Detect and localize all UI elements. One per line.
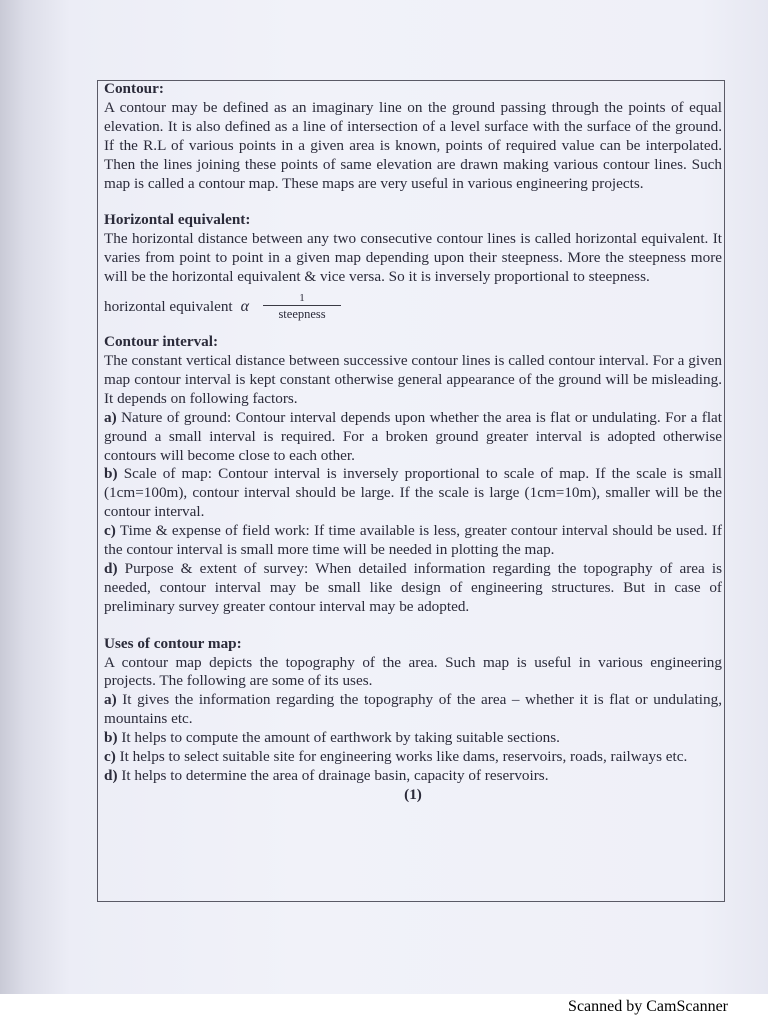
list-item-label: b) bbox=[104, 729, 118, 747]
list-item-text: It helps to determine the area of drainage basin, capacity of reservoirs. bbox=[121, 767, 549, 784]
section-heading: Contour: bbox=[104, 80, 164, 97]
section-heading: Contour interval: bbox=[104, 333, 219, 351]
list-item bbox=[104, 560, 722, 617]
list-item-text: Nature of ground: Contour interval depends upon whether the area is flat or undulating. For a flat ground a small interval is required. For a broken ground greater interval is adopted otherwise contours will become close to each other. bbox=[104, 408, 723, 464]
list-item-label: a) bbox=[104, 691, 117, 709]
list-item bbox=[104, 465, 722, 522]
list-item bbox=[104, 748, 722, 767]
formula-lhs: horizontal equivalent bbox=[104, 297, 233, 315]
document-content bbox=[104, 80, 722, 805]
formula-numerator: 1 bbox=[299, 292, 305, 305]
list-item-text: It gives the information regarding the topography of the area – whether it is flat or undulating, mountains etc. bbox=[104, 691, 723, 728]
formula-fraction bbox=[263, 292, 341, 322]
list-item-text: It helps to select suitable site for engineering works like dams, reservoirs, roads, railways etc. bbox=[119, 748, 688, 766]
list-item-label: c) bbox=[104, 748, 116, 766]
list-item-label: a) bbox=[104, 408, 117, 426]
list-item-text: Purpose & extent of survey: When detailed information regarding the topography of area is needed, contour interval may be small like design of engineering structures. But in case of preliminary survey greater contour interval may be adopted. bbox=[104, 559, 722, 615]
list-item bbox=[104, 522, 722, 560]
proportional-symbol: α bbox=[240, 297, 250, 315]
list-item-text: Time & expense of field work: If time available is less, greater contour interval should be used. If the contour interval is small more time will be needed in plotting the map. bbox=[104, 522, 722, 559]
list-item-label: b) bbox=[104, 465, 118, 483]
page-number: (1) bbox=[404, 785, 422, 803]
section-body: The horizontal distance between any two consecutive contour lines is called horizontal equivalent. It varies from point to point in a given map depending upon their steepness. More the steepness more will be the horizontal equivalent & vice versa. So it is inversely proportional to steepness. bbox=[104, 230, 722, 286]
section-horizontal-equivalent bbox=[104, 211, 722, 325]
section-body: The constant vertical distance between successive contour lines is called contour interval. For a given map contour interval is kept constant otherwise general appearance of the ground will be misleading. It depends on following factors. bbox=[104, 351, 722, 407]
list-item bbox=[104, 767, 722, 786]
formula-denominator: steepness bbox=[278, 307, 326, 322]
list-item bbox=[104, 409, 722, 466]
section-contour bbox=[104, 80, 722, 193]
proportionality-formula bbox=[104, 289, 722, 325]
list-item-label: c) bbox=[104, 522, 116, 540]
section-body: A contour map depicts the topography of the area. Such map is useful in various engineering projects. The following are some of its uses. bbox=[104, 653, 722, 690]
scanner-watermark: Scanned by CamScanner bbox=[568, 998, 728, 1015]
list-item bbox=[104, 729, 722, 748]
list-item bbox=[104, 691, 722, 729]
list-item-label: d) bbox=[104, 559, 118, 577]
list-item-text: Scale of map: Contour interval is inversely proportional to scale of map. If the scale is small (1cm=100m), contour interval should be large. If the scale is large (1cm=10m), smaller will be the contour interval. bbox=[104, 465, 723, 521]
section-heading: Uses of contour map: bbox=[104, 634, 242, 652]
list-item-text: It helps to compute the amount of earthwork by taking suitable sections. bbox=[121, 729, 560, 747]
section-body: A contour may be defined as an imaginary line on the ground passing through the points of equal elevation. It is also defined as a line of intersection of a level surface with the surface of the ground. If the R.L of various points in a given area is known, points of required value can be interpolated. Then the lines joining these points of same elevation are drawn making various contour lines. Such map is called a contour map. These maps are very useful in various engineering projects. bbox=[104, 98, 722, 192]
section-uses-of-contour-map bbox=[104, 635, 722, 786]
section-heading: Horizontal equivalent: bbox=[104, 211, 251, 229]
section-contour-interval bbox=[104, 333, 722, 617]
list-item-label: d) bbox=[104, 767, 118, 784]
